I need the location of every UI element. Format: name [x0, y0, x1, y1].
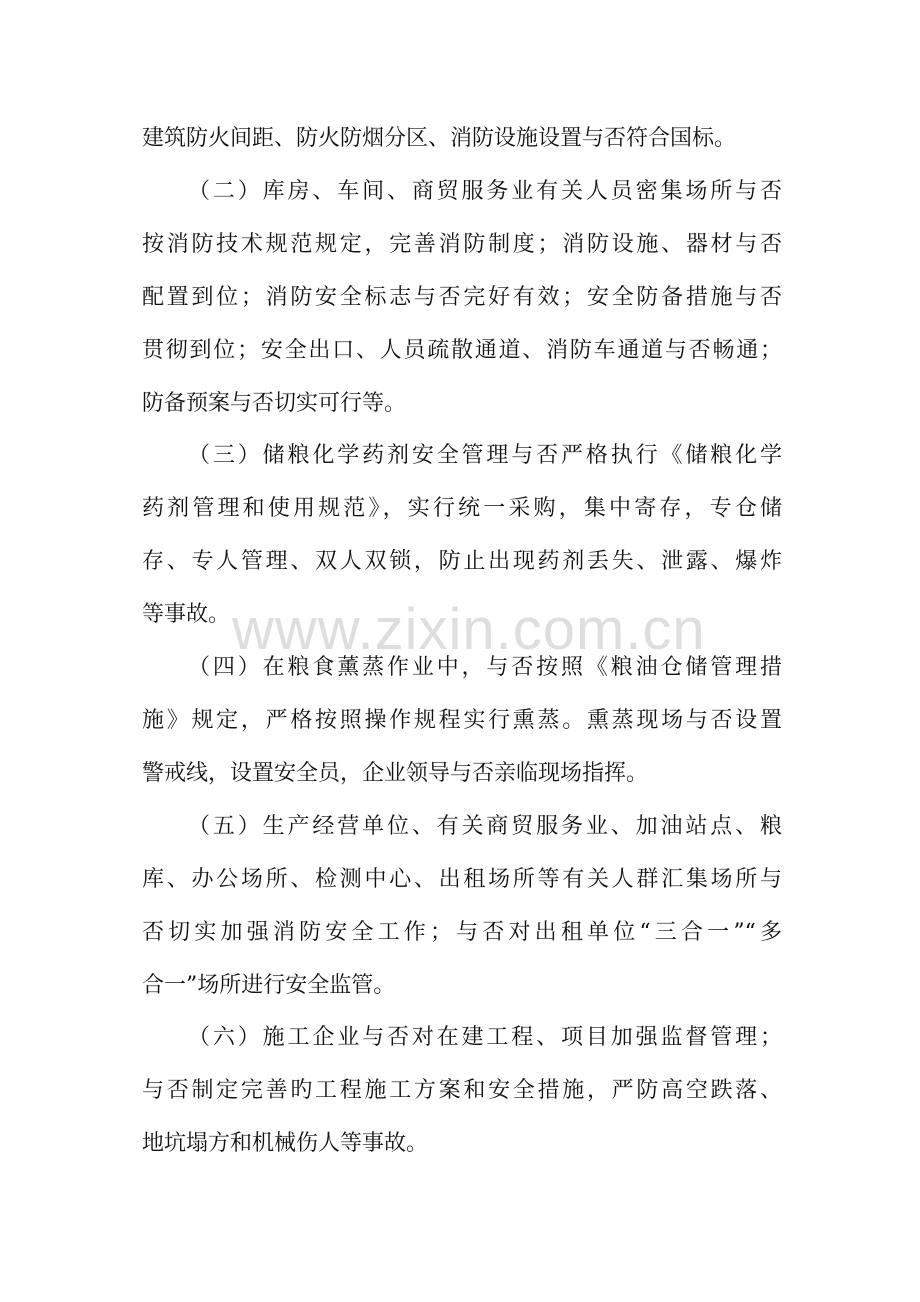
paragraph-line: （二）库房、车间、商贸服务业有关人员密集场所与否	[188, 179, 782, 204]
paragraph-line: 存、专人管理、双人双锁，防止出现药剂丢失、泄露、爆炸	[142, 549, 782, 574]
paragraph-line: 库、办公场所、检测中心、出租场所等有关人群汇集场所与	[142, 867, 782, 892]
paragraph-line: 施》规定，严格按照操作规程实行熏蒸。熏蒸现场与否设置	[142, 708, 782, 733]
paragraph-line: （五）生产经营单位、有关商贸服务业、加油站点、粮	[188, 814, 782, 839]
paragraph-line: （三）储粮化学药剂安全管理与否严格执行《储粮化学	[188, 443, 782, 468]
paragraph-line: 建筑防火间距、防火防烟分区、消防设施设置与否符合国标。	[142, 126, 737, 151]
paragraph-line: 按消防技术规范规定，完善消防制度；消防设施、器材与否	[142, 232, 782, 257]
paragraph-line: 警戒线，设置安全员，企业领导与否亲临现场指挥。	[142, 761, 649, 786]
paragraph-line: 配置到位；消防安全标志与否完好有效；安全防备措施与否	[142, 285, 782, 310]
paragraph-line: 贯彻到位；安全出口、人员疏散通道、消防车通道与否畅通；	[142, 338, 782, 363]
paragraph-line: 合一”场所进行安全监管。	[142, 973, 396, 998]
paragraph-line: 否切实加强消防安全工作；与否对出租单位“三合一”“多	[142, 920, 782, 945]
paragraph-line: 等事故。	[142, 602, 231, 627]
watermark: www.zixin.com.cn	[232, 597, 706, 662]
paragraph-line: 药剂管理和使用规范》，实行统一采购，集中寄存，专仓储	[142, 496, 782, 521]
paragraph-line: （六）施工企业与否对在建工程、项目加强监督管理；	[188, 1025, 782, 1050]
paragraph-line: 防备预案与否切实可行等。	[142, 391, 407, 416]
paragraph-line: 地坑塌方和机械伤人等事故。	[142, 1131, 429, 1156]
paragraph-line: 与否制定完善旳工程施工方案和安全措施，严防高空跌落、	[142, 1078, 782, 1103]
paragraph-line: （四）在粮食薰蒸作业中，与否按照《粮油仓储管理措	[188, 655, 782, 680]
